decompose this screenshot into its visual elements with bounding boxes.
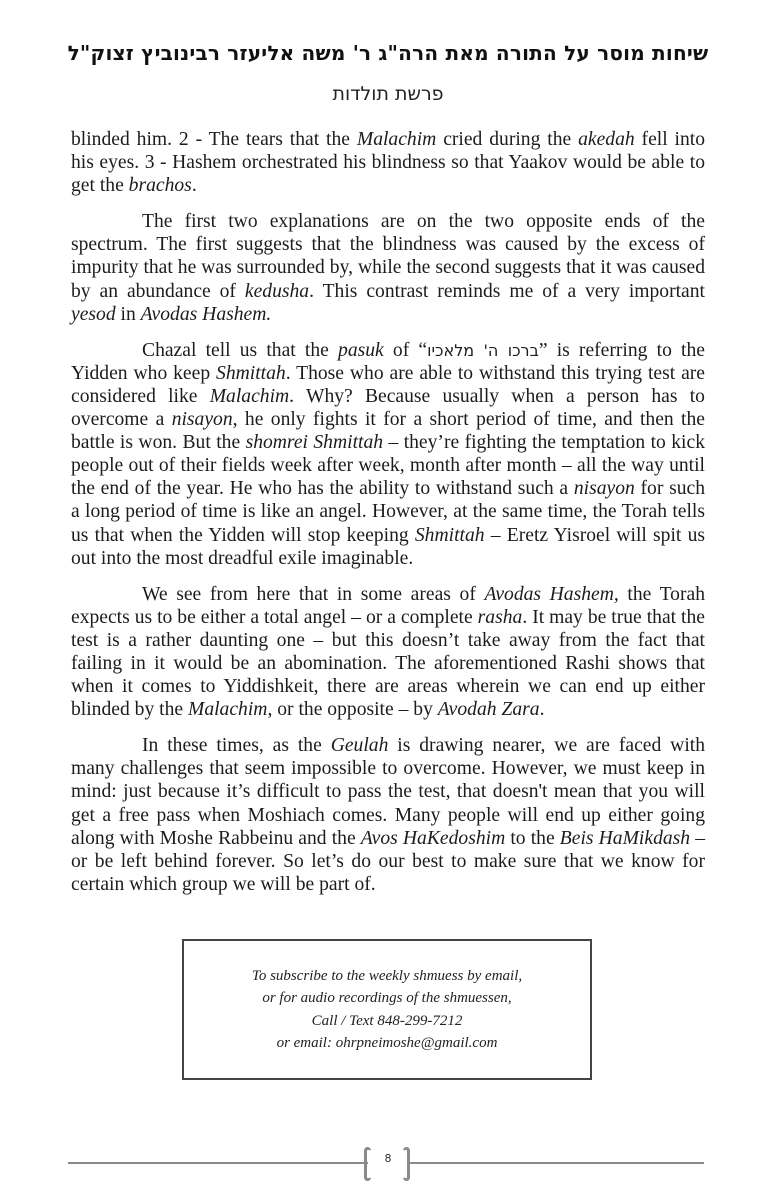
right-brace-icon bbox=[403, 1147, 410, 1181]
italic-term: nisayon bbox=[573, 478, 635, 500]
paragraph: We see from here that in some areas of Avodas Hashem, the Torah expects us to be either a total angel – or a complete rasha. It may be true that the test is a rather daunting one – but this doesn’t take away from the fact that failing in it would be an abomination. The aforementioned Rashi shows that when it comes to Yiddishkeit, there are areas wherein we can end up either blinded by the Malachim, or the opposite – by Avodah Zara. bbox=[71, 583, 705, 721]
paragraph: Chazal tell us that the pasuk of “ברכו ה' מלאכיו” is referring to the Yidden who keep Shmittah. Those who are able to withstand this trying test are considered like Malachim. Why? Because usually when a person has to overcome a nisayon, he only fights it for a short period of time, and then the battle is won. But the shomrei Shmittah – they’re fighting the temptation to kick people out of their fields week after week, month after month – all the way until the end of the year. He who has the ability to withstand such a nisayon for such a long period of time is like an angel. However, at the same time, the Torah tells us that when the Yidden will stop keeping Shmittah – Eretz Yisroel will spit us out into the most dreadful exile imaginable. bbox=[71, 339, 705, 569]
footer-rule-right bbox=[408, 1162, 704, 1164]
hebrew-quote: ברכו ה' מלאכיו bbox=[427, 340, 539, 360]
footer-rule-left bbox=[68, 1162, 368, 1164]
subscribe-info-box bbox=[182, 939, 592, 1080]
subscribe-line-2: or for audio recordings of the shmuessen, bbox=[262, 990, 512, 1006]
subscribe-line-1: To subscribe to the weekly shmuess by email, bbox=[251, 967, 523, 984]
italic-term: Malachim bbox=[356, 129, 437, 150]
italic-term: Avodah Zara bbox=[437, 699, 540, 721]
page-number: 8 bbox=[384, 1152, 392, 1165]
italic-term: Malachim bbox=[188, 699, 268, 721]
italic-term: Shmittah bbox=[414, 524, 485, 546]
italic-term: Malachim bbox=[209, 385, 290, 407]
italic-term: akedah bbox=[578, 129, 635, 150]
parsha-subtitle: פרשת תולדות bbox=[332, 83, 444, 105]
article-body bbox=[71, 128, 705, 909]
italic-term: yesod bbox=[71, 303, 116, 325]
italic-term: Avodas Hashem. bbox=[140, 303, 272, 325]
paragraph: The first two explanations are on the two opposite ends of the spectrum. The first suggests that the blindness was caused by the excess of impurity that he was surrounded by, while the second suggests that it was caused by an abundance of kedusha. This contrast reminds me of a very important yesod in Avodas Hashem. bbox=[71, 211, 705, 325]
italic-term: rasha bbox=[477, 606, 523, 628]
italic-term: Avos HaKedoshim bbox=[360, 827, 506, 849]
subscribe-email-line: or email: ohrpneimoshe@gmail.com bbox=[276, 1035, 498, 1051]
italic-term: pasuk bbox=[338, 339, 384, 361]
italic-term: Avodas Hashem, bbox=[484, 583, 619, 605]
paragraph: In these times, as the Geulah is drawing nearer, we are faced with many challenges that seem impossible to overcome. However, we must keep in mind: just because it’s difficult to pass the test, that doesn't mean that you will get a free pass when Moshiach comes. Many people will end up either going along with Moshe Rabbeinu and the Avos HaKedoshim to the Beis HaMikdash – or be left behind forever. So let’s do our best to make sure that we know for certain which group we will be part of. bbox=[71, 735, 706, 895]
italic-term: nisayon bbox=[171, 409, 233, 431]
italic-term: Shmittah bbox=[216, 362, 286, 384]
subscribe-phone-line: Call / Text 848-299-7212 bbox=[311, 1012, 463, 1029]
italic-term: Beis HaMikdash bbox=[559, 827, 691, 849]
italic-term: shomrei Shmittah bbox=[245, 432, 384, 454]
italic-term: brachos bbox=[128, 175, 192, 197]
left-brace-icon bbox=[364, 1147, 371, 1181]
paragraph: blinded him. 2 - The tears that the Malachim cried during the akedah fell into his eyes. 3 - Hashem orchestrated his blindness so that Yaakov would be able to get the brachos. bbox=[71, 129, 706, 197]
page-header-title: שיחות מוסר על התורה מאת הרה"ג ר' משה אליעזר רבינוביץ זצוק"ל bbox=[67, 41, 709, 65]
italic-term: kedusha bbox=[244, 280, 310, 302]
italic-term: Geulah bbox=[330, 735, 389, 757]
